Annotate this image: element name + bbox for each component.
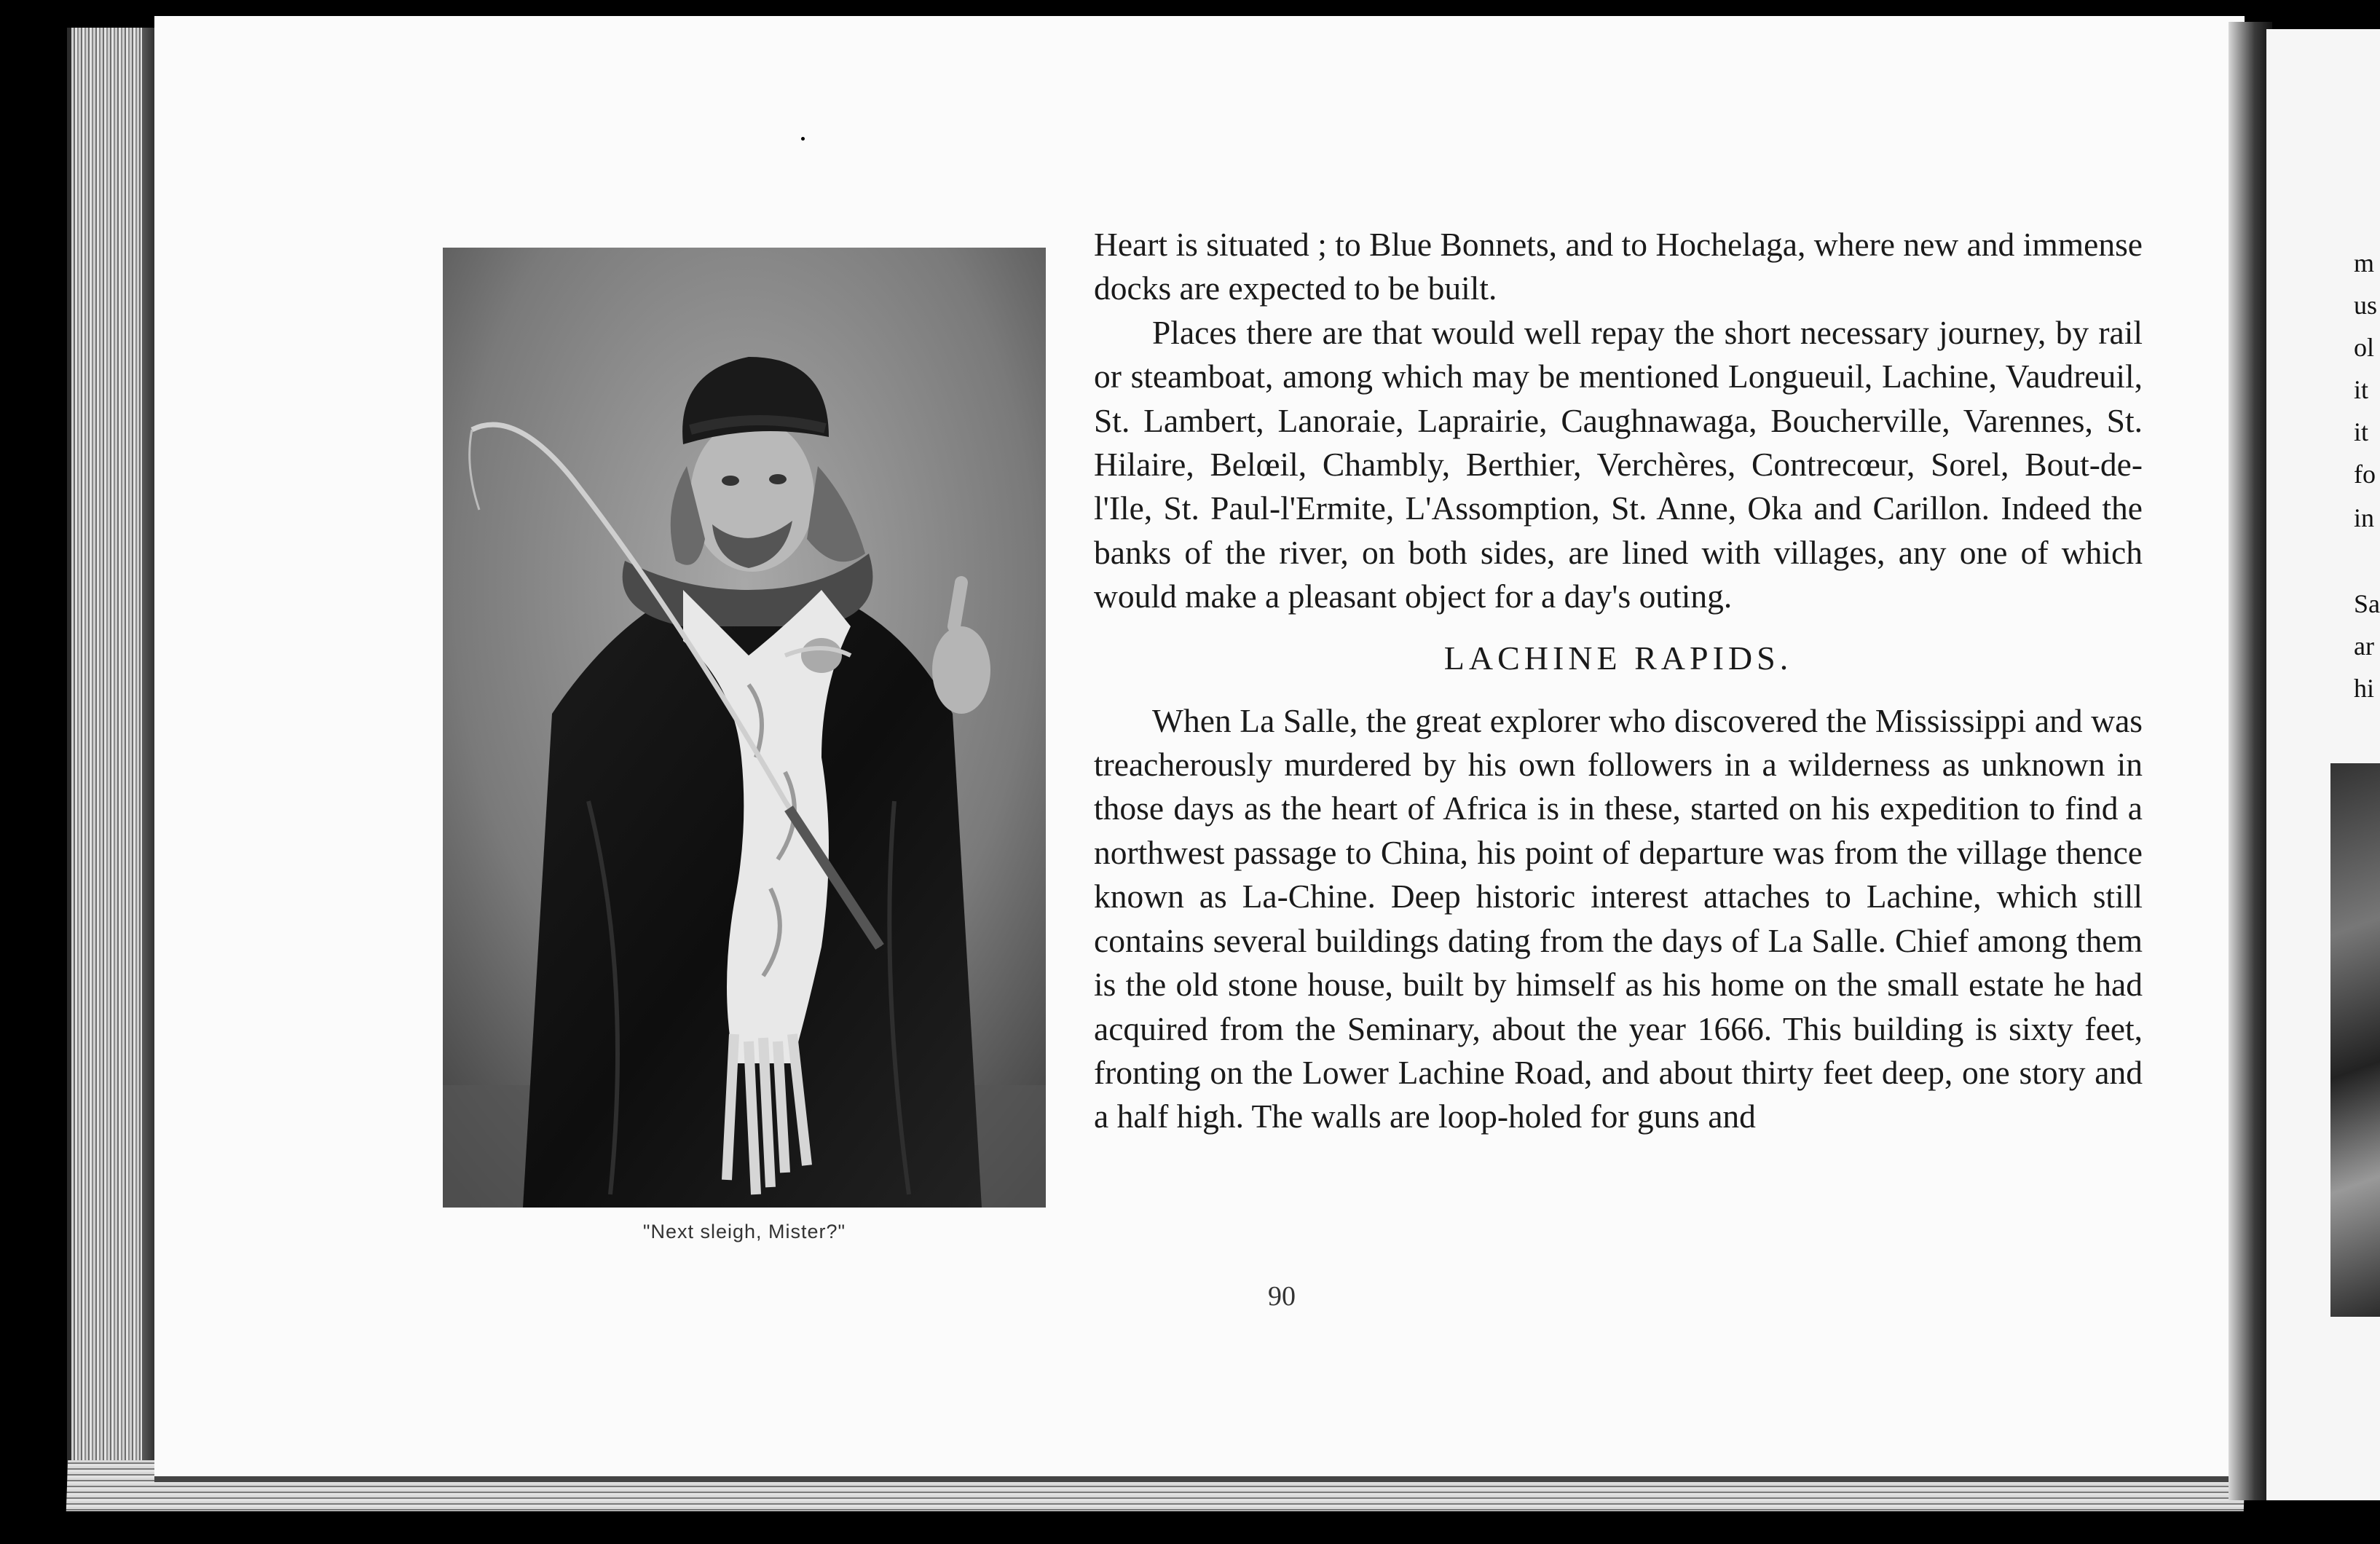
paragraph-continuation: Heart is situated ; to Blue Bonnets, and to Hochelaga, where new and immense docks are expected to be built. [1094,226,2143,307]
photo-caption: "Next sleigh, Mister?" [642,1221,846,1242]
scan-speck [801,137,805,141]
next-page-line: m [2354,248,2375,277]
page-number: 90 [1268,1281,1296,1312]
next-page-line: it [2354,417,2369,446]
next-page-line: us [2354,291,2378,320]
next-page-photo [2330,763,2380,1317]
next-page-line: in [2354,503,2375,532]
next-page-line: ar [2354,631,2374,661]
next-page-line: it [2354,375,2369,404]
text-column [1094,223,2143,1139]
section-heading: LACHINE RAPIDS. [1443,639,1793,677]
photo-illustration [443,248,1046,1208]
next-page-line: Sa [2354,589,2380,618]
next-page-line: ol [2354,333,2375,362]
next-page-line: fo [2354,460,2376,489]
scan-speck [29,532,39,548]
sleigh-driver-photo [443,248,1046,1208]
next-page-line: hi [2354,674,2375,703]
book-gutter [2229,22,2272,1500]
paragraph-places: Places there are that would well repay the short necessary journey, by rail or steamboat, among which may be mentioned Longueuil, Lachine, Vaudreuil, St. Lambert, Lanoraie, Laprairie, Caughnawaga, Boucherville, Varennes, St. Hilaire, Belœil, Chambly, Berthier, Verchères, Contrecœur, Sorel, Bout-de-l'Ile, St. Paul-l'Ermite, L'Assomption, St. Anne, Oka and Carillon. Indeed the banks of the river, on both sides, are lined with villages, any one of which would make a pleasant object for a day's outing. [1094,313,2143,615]
next-page-fragment [2266,29,2380,1500]
paragraph-la-salle: When La Salle, the great explorer who discovered the Mississippi and was treacherously murdered by his own followers in a wilderness as unknown in those days as the heart of Africa is in these, started on his expedition to find a northwest passage to China, his point of departure was from the village thence known as La-Chine. Deep historic interest attaches to Lachine, which still contains several buildings dating from the days of La Salle. Chief among them is the old stone house, built by himself as his home on the small estate he had acquired from the Seminary, about the year 1666. This building is sixty feet, fronting on the Lower Lachine Road, and about thirty feet deep, one story and a half high. The walls are loop-holed for guns and [1094,701,2143,1135]
